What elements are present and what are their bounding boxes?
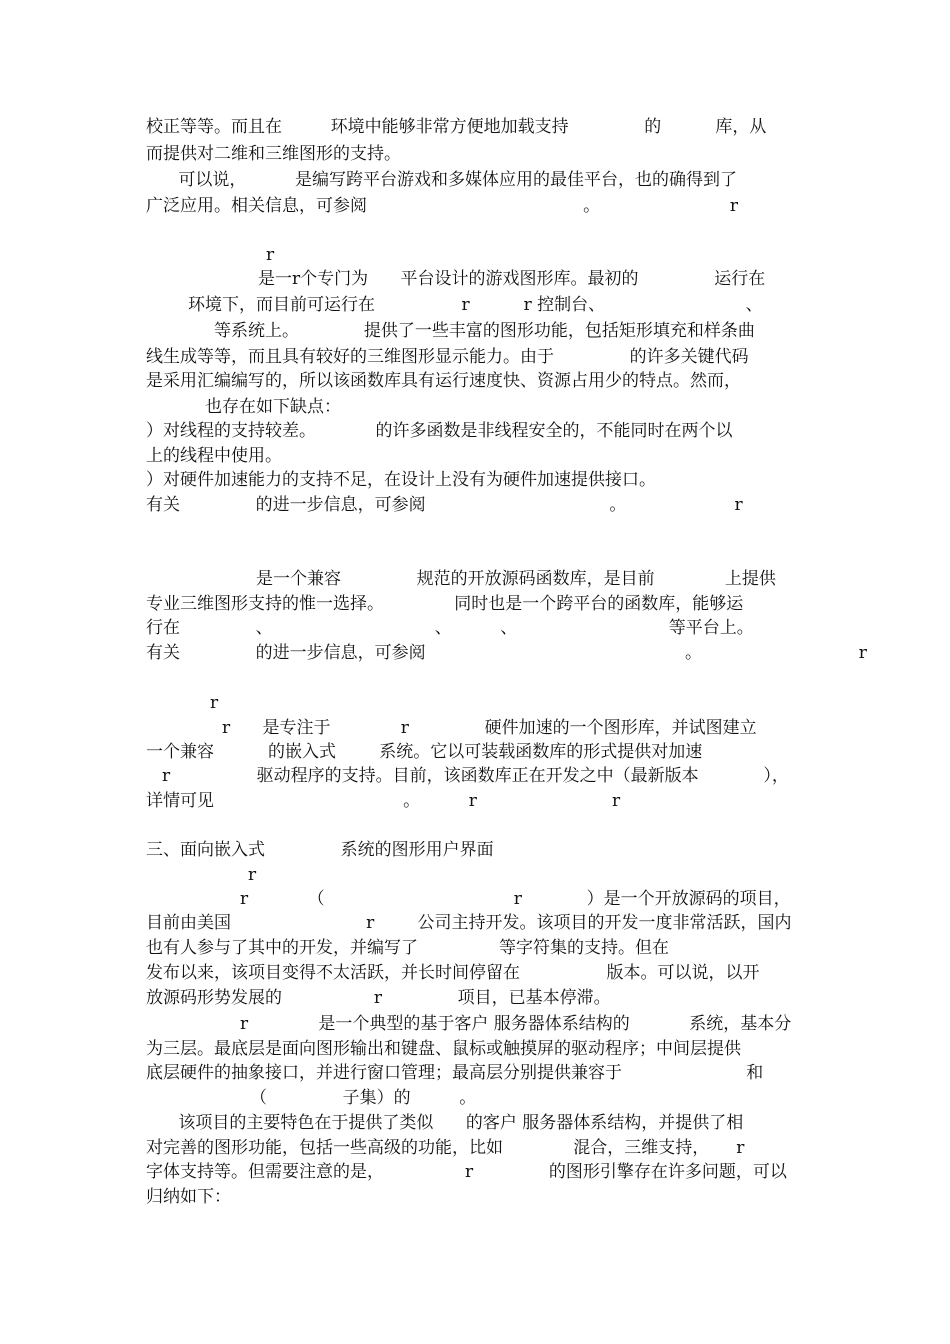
text-line: 而提供对二维和三维图形的支持。 bbox=[146, 144, 401, 164]
text-line: 是一个兼容 规范的开放源码函数库，是目前 上提供 bbox=[256, 569, 776, 589]
text-line: 是一r个专门为 平台设计的游戏图形库。最初的 运行在 bbox=[258, 269, 766, 289]
text-line: 有关 的进一步信息，可参阅 。 r bbox=[146, 495, 743, 515]
text-line: 专业三维图形支持的惟一选择。 同时也是一个跨平台的函数库，能够运 bbox=[146, 594, 744, 614]
text-line: 对完善的图形功能，包括一些高级的功能，比如 混合，三维支持， r bbox=[146, 1138, 745, 1158]
text-line: 目前由美国 r 公司主持开发。该项目的开发一度非常活跃，国内 bbox=[146, 913, 792, 933]
text-line: 放源码形势发展的 r 项目，已基本停滞。 bbox=[146, 988, 611, 1008]
text-line: 是采用汇编编写的，所以该函数库具有运行速度快、资源占用少的特点。然而， bbox=[146, 371, 741, 391]
text-line: r bbox=[210, 693, 219, 713]
text-line: 底层硬件的抽象接口，并进行窗口管理；最高层分别提供兼容于 和 bbox=[146, 1063, 764, 1083]
text-line: 环境下，而目前可运行在 r r 控制台、 、 bbox=[188, 295, 763, 315]
text-line: 行在 、 、 、 等平台上。 bbox=[146, 618, 754, 638]
text-line: （ 子集）的 。 bbox=[250, 1088, 477, 1108]
section-heading: 三、面向嵌入式 系统的图形用户界面 bbox=[146, 840, 494, 860]
text-line: ）对线程的支持较差。 的许多函数是非线程安全的，不能同时在两个以 bbox=[146, 421, 733, 441]
text-line: 详情可见 。 r r bbox=[146, 791, 621, 811]
text-line: r 驱动程序的支持。目前，该函数库正在开发之中（最新版本 ）， bbox=[162, 766, 789, 786]
text-line: 该项目的主要特色在于提供了类似 的客户 服务器体系结构，并提供了相 bbox=[146, 1113, 744, 1133]
text-line: 字体支持等。但需要注意的是， r 的图形引擎存在许多问题，可以 bbox=[146, 1162, 787, 1182]
text-line: 也有人参与了其中的开发，并编写了 等字符集的支持。但在 bbox=[146, 938, 670, 958]
text-line: r 是一个典型的基于客户 服务器体系结构的 系统，基本分 bbox=[240, 1014, 792, 1034]
text-line: 校正等等。而且在 环境中能够非常方便地加载支持 的 库，从 bbox=[146, 117, 767, 137]
text-line: r bbox=[266, 245, 275, 265]
text-line: r bbox=[248, 865, 257, 885]
text-line: 发布以来，该项目变得不太活跃，并长时间停留在 版本。可以说，以开 bbox=[146, 963, 760, 983]
text-line: 可以说， 是编写跨平台游戏和多媒体应用的最佳平台，也的确得到了 bbox=[146, 170, 738, 190]
text-line: ）对硬件加速能力的支持不足，在设计上没有为硬件加速提供接口。 bbox=[146, 470, 656, 490]
text-line: r （ r ）是一个开放源码的项目， bbox=[240, 889, 791, 909]
text-line: 线生成等等，而且具有较好的三维图形显示能力。由于 的许多关键代码 bbox=[146, 347, 749, 367]
text-line: 等系统上。 提供了一些丰富的图形功能，包括矩形填充和样条曲 bbox=[214, 321, 755, 341]
text-line: 一个兼容 的嵌入式 系统。它以可装载函数库的形式提供对加速 bbox=[146, 742, 703, 762]
text-line: 也存在如下缺点： bbox=[205, 397, 341, 417]
text-line: 上的线程中使用。 bbox=[146, 446, 282, 466]
text-line: 为三层。最底层是面向图形输出和键盘、鼠标或触摸屏的驱动程序；中间层提供 bbox=[146, 1039, 741, 1059]
text-line: 有关 的进一步信息，可参阅 。 r bbox=[146, 643, 867, 663]
text-line: r 是专注于 r 硬件加速的一个图形库，并试图建立 bbox=[222, 718, 757, 738]
text-line: 归纳如下： bbox=[146, 1187, 231, 1207]
text-line: 广泛应用。相关信息，可参阅 。 r bbox=[146, 196, 738, 216]
